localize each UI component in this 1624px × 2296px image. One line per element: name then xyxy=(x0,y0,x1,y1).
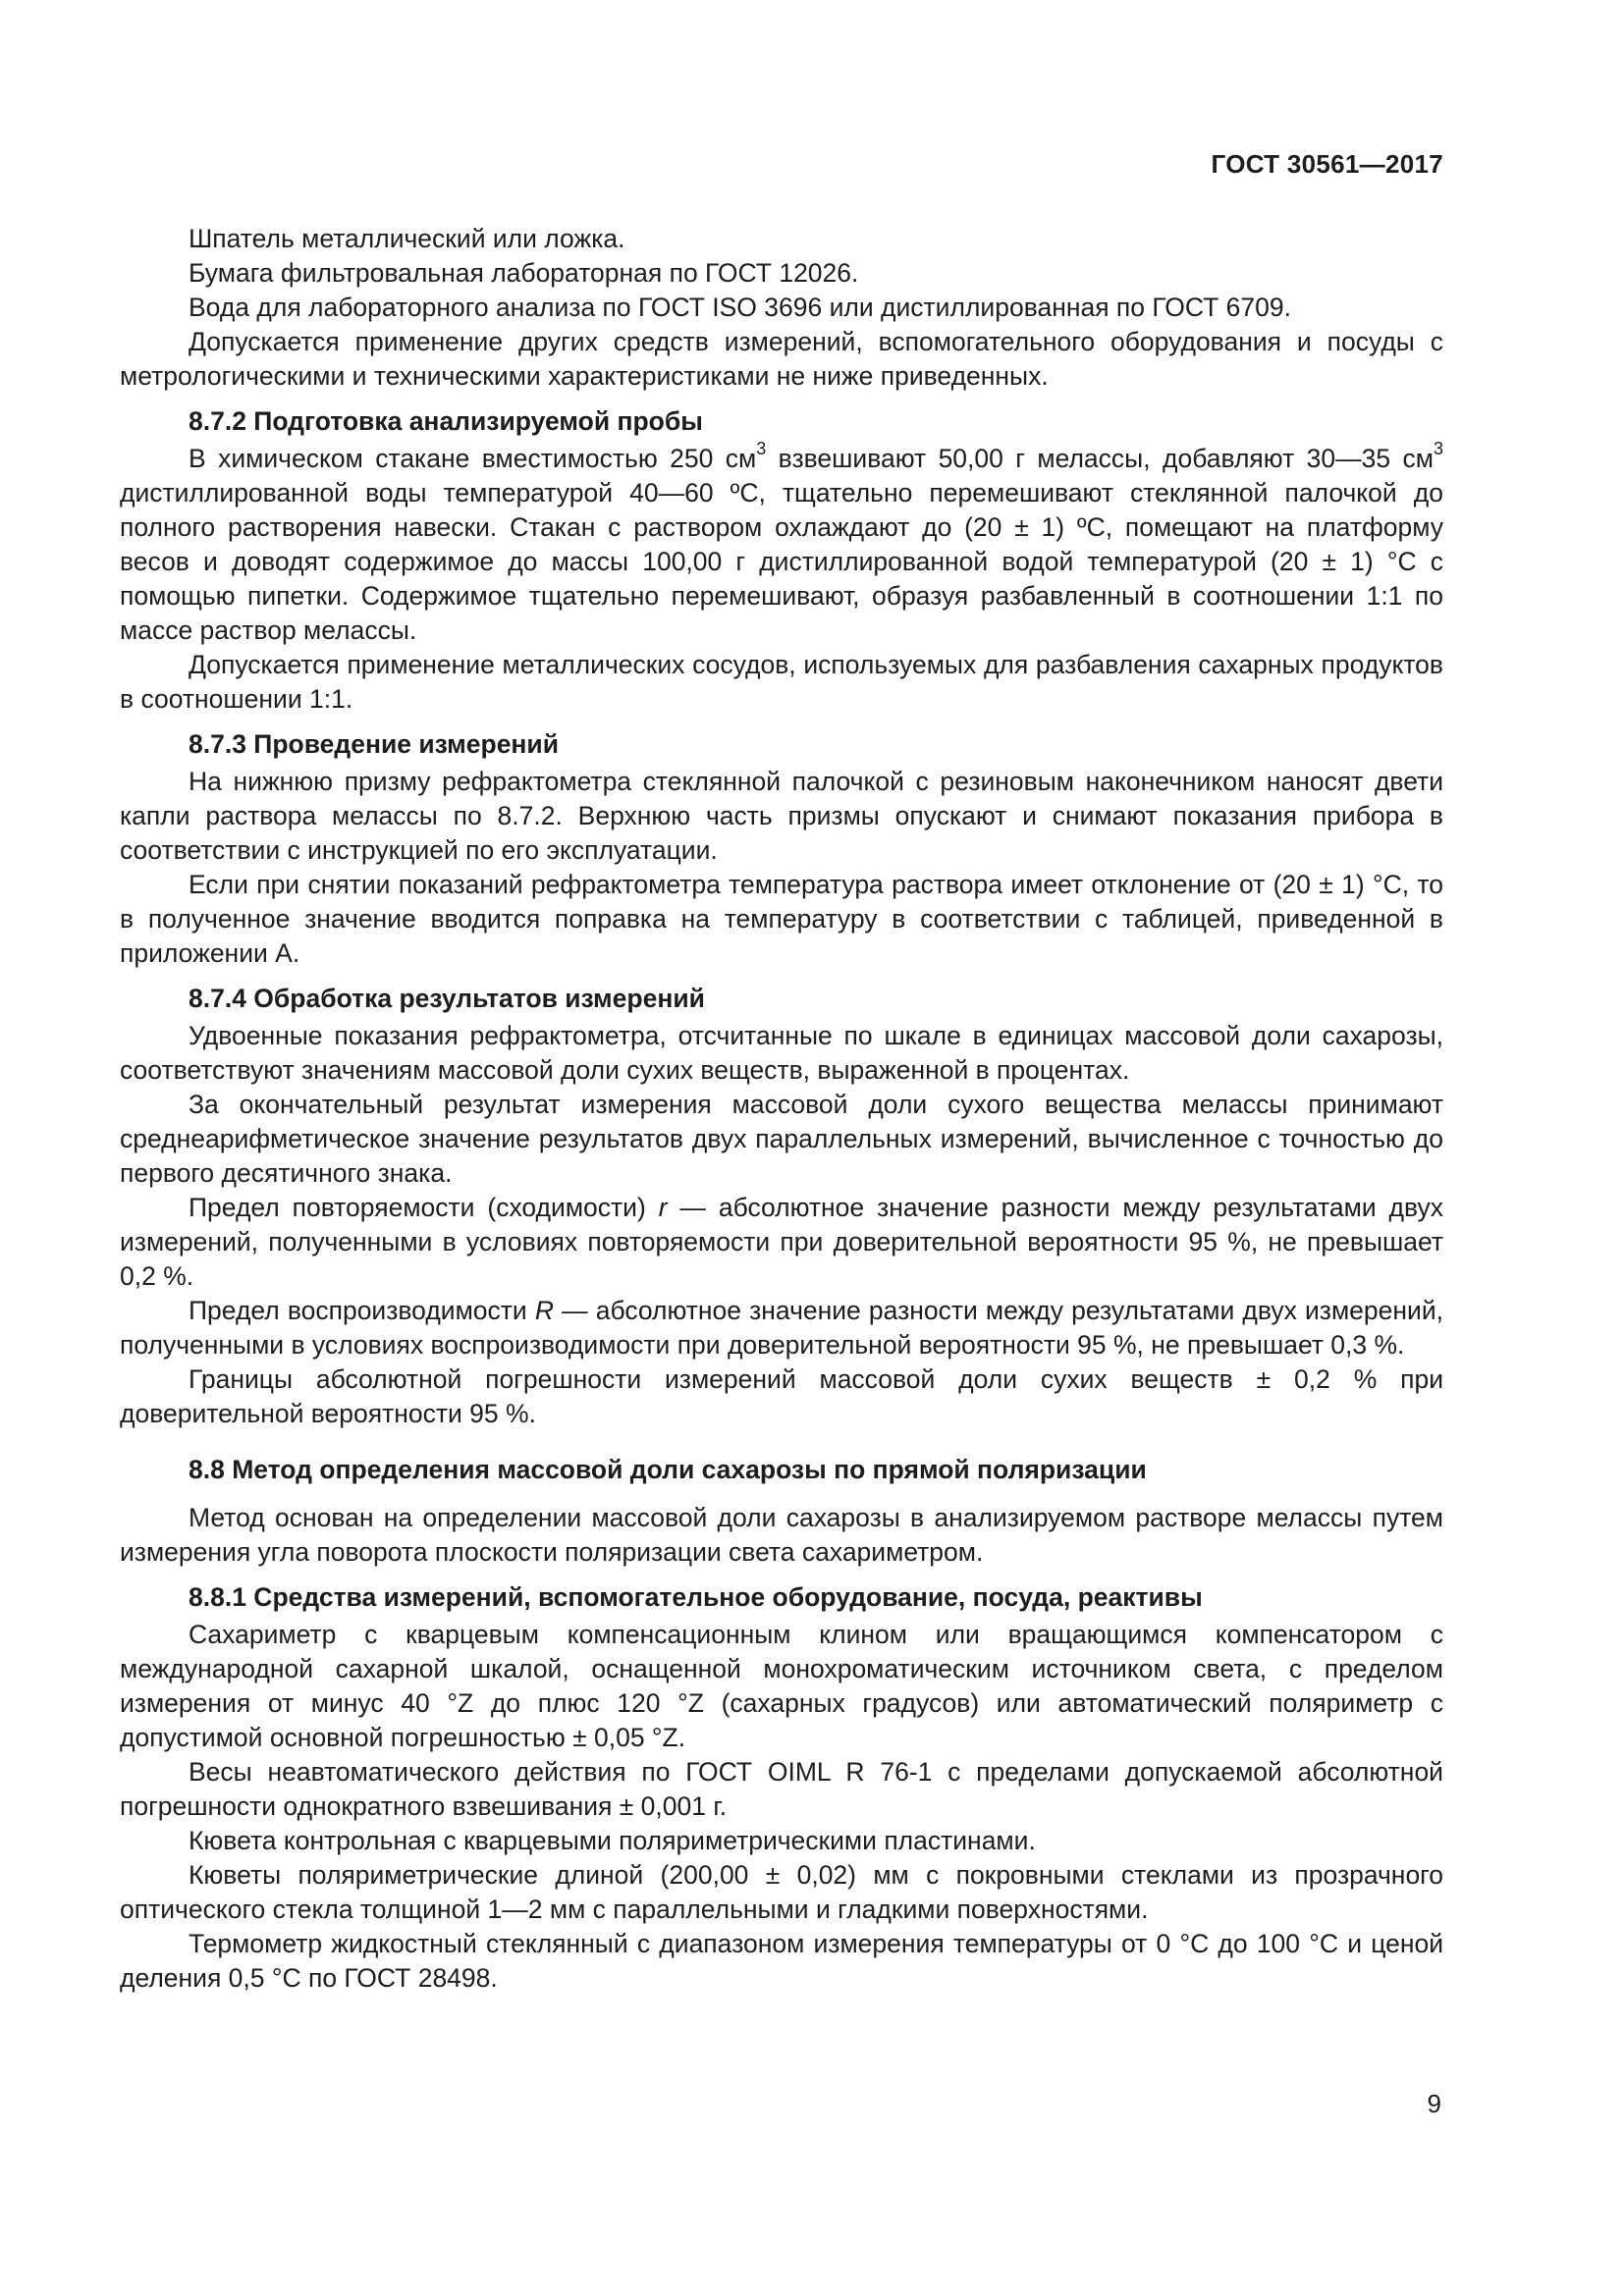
paragraph: Кюветы поляриметрические длиной (200,00 ± 0,02) мм с покровными стеклами из прозрачного оптического стекла толщиной 1—2 мм с параллельными и гладкими поверхностями. xyxy=(120,1860,1443,1924)
paragraph: За окончательный результат измерения массовой доли сухого вещества мелассы принимают среднеарифметическое значение результатов двух параллельных измерений, вычисленное с точностью до первого десятичного знака. xyxy=(120,1090,1443,1188)
paragraph xyxy=(120,439,1443,648)
paragraph: Весы неавтоматического действия по ГОСТ OIML R 76-1 с пределами допускаемой абсолютной погрешности однократного взвешивания ± 0,001 г. xyxy=(120,1757,1443,1821)
text-run: Предел повторяемости (сходимости) xyxy=(189,1193,659,1222)
paragraph: Сахариметр с кварцевым компенсационным клином или вращающимся компенсатором с международной сахарной шкалой, оснащенной монохроматическим источником света, с пределом измерения от минус 40 °Z до плюс 120 °Z (сахарных градусов) или автоматический поляриметр с допустимой основной погрешностью ± 0,05 °Z. xyxy=(120,1620,1443,1752)
section-heading-8-7-3: 8.7.3 Проведение измерений xyxy=(189,729,560,759)
paragraph xyxy=(120,1294,1443,1362)
superscript: 3 xyxy=(756,439,767,459)
paragraph: Бумага фильтровальная лабораторная по ГОСТ 12026. xyxy=(189,258,859,288)
document-body xyxy=(120,222,1443,1996)
section-heading-8-8: 8.8 Метод определения массовой доли сахарозы по прямой поляризации xyxy=(189,1455,1147,1484)
text-run: взвешивают 50,00 г мелассы, добавляют 30—35 см xyxy=(766,444,1434,473)
paragraph: Допускается применение других средств измерений, вспомогательного оборудования и посуды с метрологическими и техническими характеристиками не ниже приведенных. xyxy=(120,327,1443,391)
paragraph: Если при снятии показаний рефрактометра температура раствора имеет отклонение от (20 ± 1) °С, то в полученное значение вводится поправка на температуру в соответствии с таблицей, приведенной в приложении А. xyxy=(120,870,1443,968)
section-heading-8-8-1: 8.8.1 Средства измерений, вспомогательное оборудование, посуда, реактивы xyxy=(189,1582,1203,1612)
text-run: — абсолютное значение разности между результатами двух измерений, полученными в условиях воспроизводимости при доверительной вероятности 95 %, не превышает 0,3 %. xyxy=(120,1296,1443,1360)
paragraph: Кювета контрольная с кварцевыми поляриметрическими пластинами. xyxy=(189,1826,1036,1855)
paragraph: Вода для лабораторного анализа по ГОСТ ISO 3696 или дистиллированная по ГОСТ 6709. xyxy=(189,293,1291,322)
page-number: 9 xyxy=(1427,2089,1441,2118)
paragraph: Допускается применение металлических сосудов, используемых для разбавления сахарных продуктов в соотношении 1:1. xyxy=(120,650,1443,714)
section-heading-8-7-2: 8.7.2 Подготовка анализируемой пробы xyxy=(189,406,703,436)
paragraph: Шпатель металлический или ложка. xyxy=(189,224,625,253)
section-heading-8-7-4: 8.7.4 Обработка результатов измерений xyxy=(189,984,705,1013)
paragraph: Термометр жидкостный стеклянный с диапазоном измерения температуры от 0 °С до 100 °С и ценой деления 0,5 °С по ГОСТ 28498. xyxy=(120,1929,1443,1993)
text-run: В химическом стакане вместимостью 250 см xyxy=(189,444,757,473)
paragraph: Удвоенные показания рефрактометра, отсчитанные по шкале в единицах массовой доли сахарозы, соответствуют значениям массовой доли сухих веществ, выраженной в процентах. xyxy=(120,1021,1443,1085)
superscript: 3 xyxy=(1433,439,1443,459)
paragraph: Границы абсолютной погрешности измерений массовой доли сухих веществ ± 0,2 % при доверительной вероятности 95 %. xyxy=(120,1364,1443,1428)
standard-header: ГОСТ 30561—2017 xyxy=(1211,149,1443,179)
text-run: — абсолютное значение разности между результатами двух измерений, полученными в условиях повторяемости при доверительной вероятности 95 %, не превышает 0,2 %. xyxy=(120,1193,1443,1291)
paragraph xyxy=(120,1191,1443,1294)
variable-r: r xyxy=(658,1193,668,1222)
paragraph: Метод основан на определении массовой доли сахарозы в анализируемом растворе мелассы путем измерения угла поворота плоскости поляризации света сахариметром. xyxy=(120,1503,1443,1567)
variable-R: R xyxy=(534,1296,554,1325)
text-run: дистиллированной воды температурой 40—60 ºС, тщательно перемешивают стеклянной палочкой до полного растворения навески. Стакан с раствором охлаждают до (20 ± 1) ºС, помещают на платформу весов и доводят содержимое до массы 100,00 г дистиллированной водой температурой (20 ± 1) °С с помощью пипетки. Содержимое тщательно перемешивают, образуя разбавленный в соотношении 1:1 по массе раствор мелассы. xyxy=(120,478,1443,645)
paragraph: На нижнюю призму рефрактометра стеклянной палочкой с резиновым наконечником наносят двети капли раствора мелассы по 8.7.2. Верхнюю часть призмы опускают и снимают показания прибора в соответствии с инструкцией по его эксплуатации. xyxy=(120,767,1443,865)
text-run: Предел воспроизводимости xyxy=(189,1296,535,1325)
